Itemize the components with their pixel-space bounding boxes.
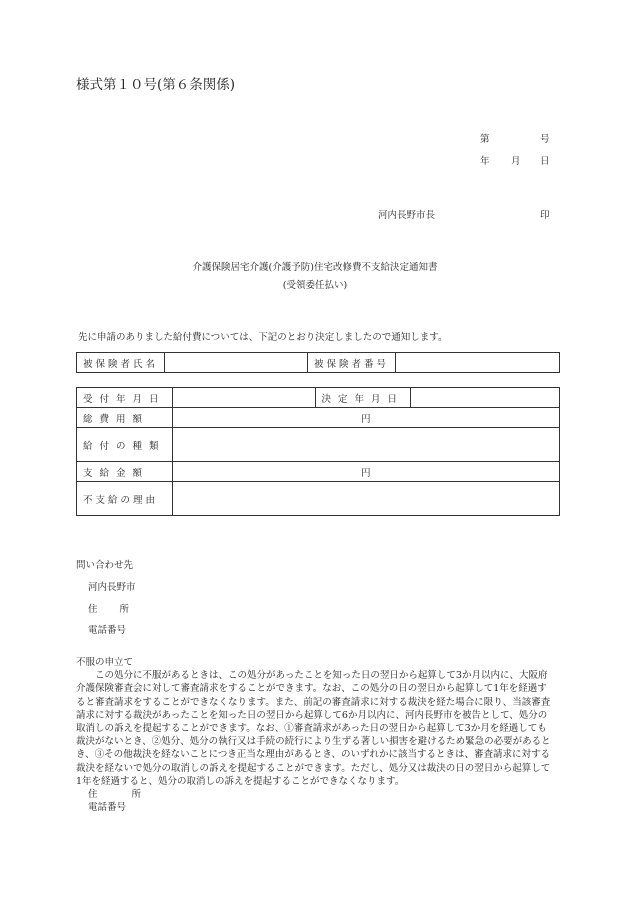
- insured-name-label: 被保険者氏名: [77, 353, 165, 373]
- received-date-label: 受付年月日: [77, 388, 173, 408]
- decision-date-label: 決定年月日: [315, 388, 411, 408]
- benefit-type-field[interactable]: [172, 428, 559, 462]
- date-day: 日: [540, 156, 550, 167]
- objection-address-label: 住 所: [88, 789, 142, 801]
- decision-table: [76, 387, 560, 516]
- date-month: 月: [511, 156, 521, 167]
- objection-section: [76, 656, 556, 814]
- payment-amount-unit: 円: [361, 467, 371, 479]
- intro-text: 先に申請のありました給付費については、下記のとおり決定しましたので通知します。: [78, 332, 448, 343]
- contact-phone-label: 電話番号: [88, 625, 127, 636]
- objection-heading: 不服の申立て: [76, 657, 134, 668]
- total-cost-label: 総費用額: [77, 408, 173, 428]
- form-number-title: 様式第１０号(第６条関係): [76, 77, 236, 93]
- non-payment-reason-label: 不支給の理由: [77, 482, 173, 516]
- insured-number-label: 被保険者番号: [308, 353, 396, 373]
- non-payment-reason-field[interactable]: [172, 482, 559, 516]
- contact-org: 河内長野市: [88, 582, 136, 593]
- benefit-type-label: 給付の種類: [77, 428, 173, 462]
- decision-date-field[interactable]: [411, 388, 560, 408]
- number-suffix: 号: [540, 134, 550, 145]
- payment-amount-label: 支給金額: [77, 462, 173, 482]
- seal-mark: 印: [540, 210, 550, 221]
- issuer-name: 河内長野市長: [378, 210, 436, 221]
- insured-number-field[interactable]: [396, 353, 560, 373]
- payment-amount-field[interactable]: [172, 462, 559, 482]
- objection-phone-label: 電話番号: [88, 802, 127, 814]
- contact-address-label: 住 所: [88, 604, 130, 615]
- insured-name-field[interactable]: [165, 353, 308, 373]
- number-prefix: 第: [480, 134, 490, 145]
- date-year: 年: [480, 156, 490, 167]
- total-cost-field[interactable]: [172, 408, 559, 428]
- document-title: 介護保険居宅介護(介護予防)住宅改修費不支給決定通知書: [192, 262, 438, 273]
- objection-body: この処分に不服があるときは、この処分があったことを知った日の翌日から起算して3か月以内に、大阪府介護保険審査会に対して審査請求をすることができます。なお、この処分の日の翌日から起算して1年を経過すると審査請求をすることができなくなります。また、前記の審査請求に対する裁決を経た場合に限り、当該審査請求に対する裁決があったことを知った日の翌日から起算して6か月以内に、河内長野市を被告として、処分の取消しの訴えを提起することができます。なお、①審査請求があった日の翌日から起算して3か月を経過しても裁決がないとき、②処分、処分の執行又は手続の続行により生ずる著しい損害を避けるため緊急の必要があるとき、③その他裁決を経ないことにつき正当な理由があるとき、のいずれかに該当するときは、審査請求に対する裁決を経ないで処分の取消しの訴えを提起することができます。ただし、処分又は裁決の日の翌日から起算して1年を経過すると、処分の取消しの訴えを提起することができなくなります。: [76, 670, 551, 787]
- received-date-field[interactable]: [172, 388, 315, 408]
- contact-heading: 問い合わせ先: [76, 560, 134, 571]
- insured-info-table: [76, 352, 560, 373]
- document-subtitle: (受領委任払い): [282, 280, 348, 291]
- total-cost-unit: 円: [361, 413, 371, 425]
